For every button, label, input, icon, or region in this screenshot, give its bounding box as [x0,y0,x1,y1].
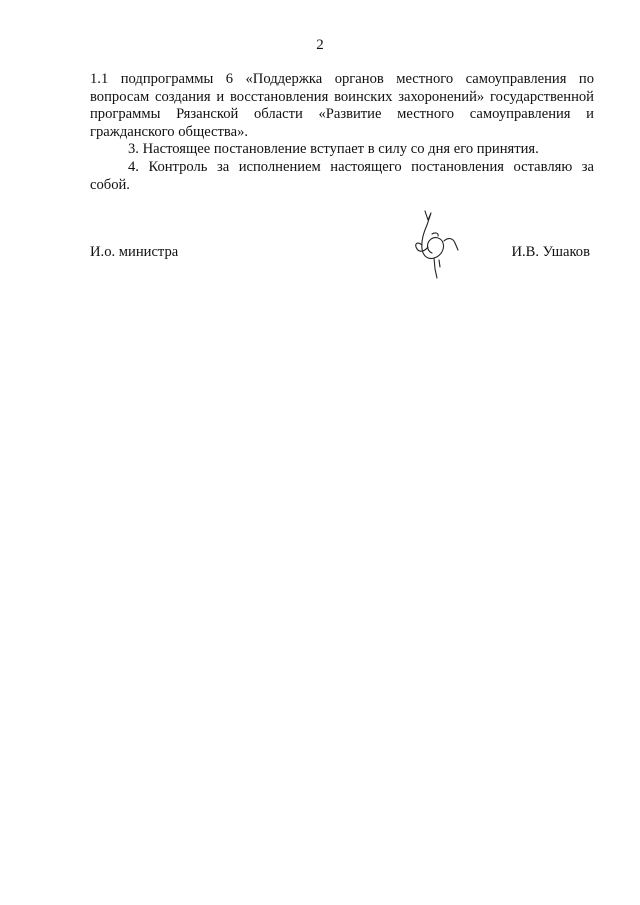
signatory-name: И.В. Ушаков [511,244,590,260]
signatory-title: И.о. министра [90,244,179,260]
signature-block [90,243,594,263]
page-number: 2 [316,37,324,53]
paragraph-control: 4. Контроль за исполнением настоящего постановления оставляю за собой. [90,158,594,193]
paragraph-effective-date: 3. Настоящее постановление вступает в силу со дня его принятия. [128,141,539,158]
paragraph-subprogram-item: 1.1 подпрограммы 6 «Поддержка органов местного самоуправления по вопросам создания и восстановления воинских захоронений» государственной программы Рязанской области «Развитие местного самоуправления и гражданского общества». [90,71,594,140]
handwritten-signature [408,205,468,285]
document-body [90,71,594,194]
